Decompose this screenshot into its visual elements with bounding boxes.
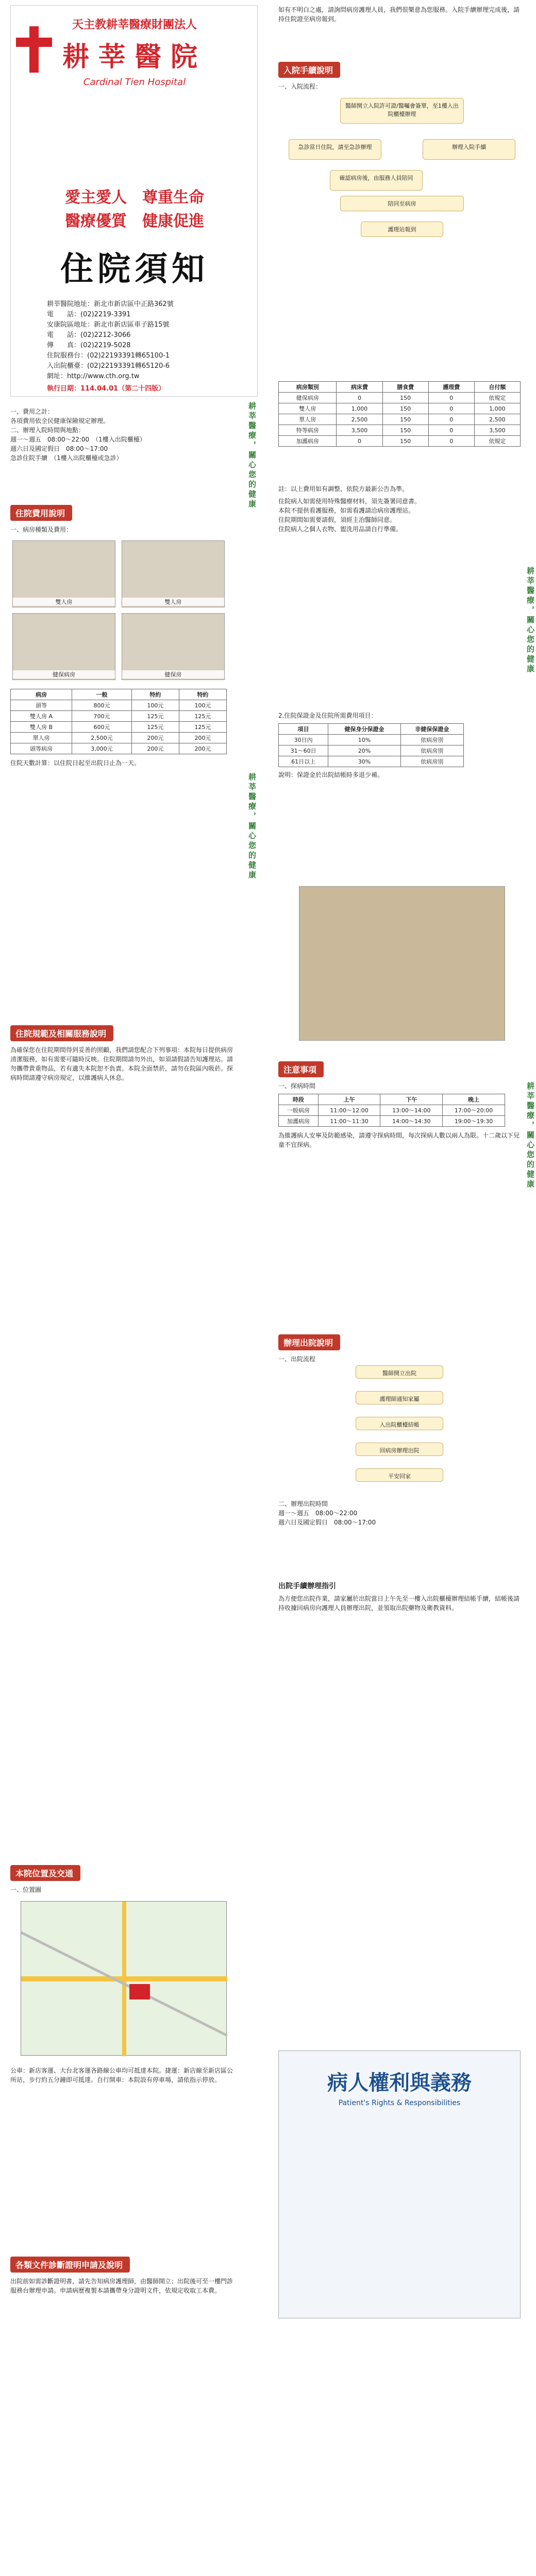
room-photo: 健保病房 bbox=[12, 613, 115, 680]
room-photo: 雙人房 bbox=[122, 540, 225, 607]
table-row: 雙人房 1,000 150 0 1,000 bbox=[279, 403, 521, 414]
visit-text: 為維護病人安寧及防範感染，請遵守探病時間，每次探病人數以兩人為限。十二歲以下兒童不宜探病。 bbox=[278, 1132, 520, 1148]
flow-step: 護理師通知家屬 bbox=[356, 1391, 443, 1404]
table-row: 雙人房 A 700元 125元 125元 bbox=[11, 711, 227, 722]
side-tag: 耕莘醫療，關心您的健康 bbox=[247, 773, 257, 880]
rules-section bbox=[10, 1025, 237, 1082]
service-desk-tel: 住院服務台：(02)22193391轉65100-1 bbox=[47, 352, 170, 360]
hospital-header bbox=[31, 16, 238, 104]
list-item: 本院不提供看護服務，如需看護請洽病房護理站。 bbox=[278, 507, 415, 514]
rights-en-title: Patient's Rights & Responsibilities bbox=[338, 2099, 461, 2107]
deposit-section bbox=[278, 711, 521, 779]
table-row: 頭等 800元 100元 100元 bbox=[11, 700, 227, 711]
table-row: 特等病房 3,500 150 0 3,500 bbox=[279, 425, 521, 436]
section-heading: 注意事項 bbox=[278, 1061, 324, 1077]
hospital-subtitle: 天主教耕莘醫療財團法人 bbox=[72, 19, 197, 31]
flow-step: 回病房辦理出院 bbox=[356, 1443, 443, 1456]
discharge-section bbox=[278, 1334, 521, 1364]
hospital-english-name: Cardinal Tien Hospital bbox=[83, 77, 186, 88]
website[interactable]: 網址：http://www.cth.org.tw bbox=[47, 372, 140, 380]
fax: 傳 真：(02)2219-5028 bbox=[47, 342, 131, 349]
table-header-row: 病房 一般 特約 特約 bbox=[11, 689, 227, 700]
discharge-time: 週六日及國定假日 08:00～17:00 bbox=[278, 1519, 376, 1526]
deposit-table bbox=[278, 723, 464, 767]
table-header-row: 病房類別 病床費 膳食費 護理費 自付額 bbox=[279, 382, 521, 393]
deposit-note: 說明：保證金於出院結帳時多退少補。 bbox=[278, 771, 384, 778]
location-sub: 一、位置圖 bbox=[10, 1886, 42, 1893]
table-row: 31～60日 20% 依病房別 bbox=[279, 745, 464, 756]
location-section bbox=[10, 1865, 237, 1894]
discharge-time-head: 二、辦理出院時間 bbox=[278, 1500, 328, 1507]
room-photo: 健保房 bbox=[122, 613, 225, 680]
list-item: 住院病人之個人衣物、盥洗用品請自行準備。 bbox=[278, 526, 403, 533]
table-note: 註：以上費用如有調整，依院方最新公告為準。 住院病人如需使用特殊醫療材料，須先簽署同意書。 本院不提供看護服務，如需看護請洽病房護理站。 住院期間如需要請假，須經主治醫師同意。 住院病人之個人衣物、盥洗用品請自行準備。 bbox=[278, 484, 521, 534]
list-item: 住院病人如需使用特殊醫療材料，須先簽署同意書。 bbox=[278, 498, 421, 505]
table-row: 加護病房 11:00～11:30 14:00～14:30 19:00～19:30 bbox=[279, 1116, 505, 1127]
transport-section bbox=[10, 2066, 237, 2084]
slogan-2: 醫療優質 健康促進 bbox=[65, 212, 204, 230]
room-photo: 雙人房 bbox=[12, 540, 115, 607]
table-row: 頭等病房 3,000元 200元 200元 bbox=[11, 743, 227, 754]
flow-step: 陪同至病房 bbox=[340, 196, 464, 211]
cover-panel bbox=[10, 5, 258, 397]
table-row: 61日以上 30% 依病房別 bbox=[279, 756, 464, 767]
intro-line: 急診住院手續 （1樓入出院櫃檯或急診） bbox=[10, 454, 123, 462]
section-heading: 住院規範及相關服務說明 bbox=[10, 1025, 113, 1041]
right-column bbox=[278, 0, 536, 2576]
deposit-head: 2.住院保證金及住院所需費用項目： bbox=[278, 712, 377, 719]
discharge-time-section bbox=[278, 1499, 521, 1527]
tel-2: 電 話：(02)2212-3066 bbox=[47, 331, 131, 339]
flow-step: 平安回家 bbox=[356, 1468, 443, 1482]
room-fee-table bbox=[278, 381, 521, 447]
section-heading: 各類文件診斷證明申請及說明 bbox=[10, 2257, 130, 2273]
fee-table bbox=[10, 689, 227, 754]
admission-desk-tel: 入出院櫃臺：(02)22193391轉65120-6 bbox=[47, 362, 170, 370]
flow-step: 醫師開立入院許可證/醫囑會簽單，至1樓入出院櫃檯辦理 bbox=[340, 98, 464, 124]
rules-text: 為確保您在住院期間得到妥善的照顧，我們請您配合下列事項：本院每日提供病房清潔服務，如有需要可隨時反映。住院期間請勿外出，如須請假請告知護理站。請勿攜帶貴重物品，若有遺失本院恕不負責。本院全面禁菸，請勿在院區內吸菸。探病時間請遵守病房規定，以維護病人休息。 bbox=[10, 1046, 233, 1081]
intro-line: 各項費用依全民健康保險規定辦理。 bbox=[10, 417, 110, 425]
admit-sub: 一、入院流程： bbox=[278, 83, 322, 90]
fee-section bbox=[10, 505, 237, 768]
flow-step: 辦理入院手續 bbox=[423, 139, 515, 160]
prep-section bbox=[278, 1582, 521, 1613]
rights-title: 病人權利與義務 bbox=[327, 2071, 472, 2095]
flow-step: 醫師開立出院 bbox=[356, 1365, 443, 1379]
table-row: 單人房 2,500 150 0 2,500 bbox=[279, 414, 521, 425]
intro-line: 二、辦理入院時間與地點： bbox=[10, 427, 85, 434]
table-row: 健保病房 0 150 0 依規定 bbox=[279, 393, 521, 403]
side-tag: 耕莘醫療，關心您的健康 bbox=[526, 567, 535, 674]
discharge-sub: 一、出院流程 bbox=[278, 1355, 316, 1363]
page-title: 住院須知 bbox=[60, 250, 209, 289]
table-row: 單人房 2,500元 200元 200元 bbox=[11, 733, 227, 743]
slogans bbox=[42, 186, 227, 233]
side-tag: 耕莘醫療，關心您的健康 bbox=[526, 1082, 535, 1190]
visit-table bbox=[278, 1094, 505, 1127]
table-header-row: 時段 上午 下午 晚上 bbox=[279, 1094, 505, 1105]
transport-text: 公車：新店客運、大台北客運各路線公車均可抵達本院。捷運：新店線至新店區公所站，步行約五分鐘即可抵達。自行開車：本院設有停車場，請依指示停放。 bbox=[10, 2067, 233, 2083]
print-date: 執行日期：114.04.01（第二十四版） bbox=[47, 385, 165, 393]
side-tag: 耕莘醫療，關心您的健康 bbox=[247, 402, 257, 510]
prep-text: 為方便您出院作業，請家屬於出院當日上午先至一樓入出院櫃檯辦理結帳手續，結帳後請持收據回病房向護理人員辦理出院，並領取出院藥物及衛教資料。 bbox=[278, 1595, 520, 1612]
notice-section bbox=[278, 1061, 521, 1149]
table-header-row: 項目 健保身分保證金 非健保保證金 bbox=[279, 724, 464, 735]
service-text: 出院前如需診斷證明書，請先告知病房護理師，由醫師開立；出院後可至一樓門診服務台辦理申請。申請病歷複製本請攜帶身分證明文件，依規定收取工本費。 bbox=[10, 2278, 233, 2294]
discharge-time: 週一～週五 08:00～22:00 bbox=[278, 1510, 358, 1517]
address: 耕莘醫院地址：新北市新店區中正路362號 bbox=[47, 300, 174, 308]
intro-line: 週一～週五 08:00～22:00 （1樓入出院櫃檯） bbox=[10, 436, 146, 443]
flow-step: 入出院櫃檯結帳 bbox=[356, 1417, 443, 1430]
list-item: 住院期間如需要請假，須經主治醫師同意。 bbox=[278, 516, 396, 523]
flow-step: 確認病房後，由服務人員陪同 bbox=[330, 170, 423, 191]
table-row: 加護病房 0 150 0 依規定 bbox=[279, 436, 521, 447]
section-heading: 入院手續說明 bbox=[278, 62, 340, 78]
visit-head: 一、探病時間 bbox=[278, 1082, 316, 1090]
flow-step: 護理站報到 bbox=[361, 222, 443, 237]
slogan-1: 愛主愛人 尊重生命 bbox=[65, 189, 204, 207]
fee-note: 住院天數計算：以住院日起至出院日止為一天。 bbox=[10, 759, 141, 767]
table-row: 30日內 10% 依病房別 bbox=[279, 735, 464, 745]
service-section bbox=[10, 2257, 237, 2295]
intro-line: 週六日及國定假日 08:00～17:00 bbox=[10, 445, 108, 452]
table-row: 一般病房 11:00～12:00 13:00～14:00 17:00～20:00 bbox=[279, 1105, 505, 1116]
contact-info bbox=[47, 299, 232, 394]
hospital-name: 耕莘醫院 bbox=[62, 42, 207, 73]
address-2: 安康院區地址：新北市新店區車子路15號 bbox=[47, 321, 170, 329]
patient-rights-panel bbox=[278, 2050, 521, 2318]
intro-line: 一、費用之計： bbox=[10, 408, 54, 415]
top-text: 如有不明白之處，請詢問病房護理人員，我們很樂意為您服務。入院手續辦理完成後，請持住院證至病房報到。 bbox=[278, 6, 520, 23]
religious-painting bbox=[299, 886, 505, 1041]
admit-section bbox=[278, 62, 521, 91]
prep-head: 出院手續辦理指引 bbox=[278, 1582, 336, 1590]
tel: 電 話：(02)2219-3391 bbox=[47, 311, 131, 318]
flow-step: 急診當日住院，請至急診辦理 bbox=[289, 139, 381, 160]
room-intro: 一、病房種類及費用： bbox=[10, 526, 73, 533]
section-heading: 本院位置及交通 bbox=[10, 1865, 80, 1881]
map-icon bbox=[21, 1902, 227, 2056]
location-map bbox=[21, 1901, 227, 2056]
intro-section bbox=[10, 407, 237, 463]
table-row: 雙人房 B 600元 125元 125元 bbox=[11, 722, 227, 733]
section-heading: 住院費用說明 bbox=[10, 505, 72, 521]
section-heading: 辦理出院說明 bbox=[278, 1334, 340, 1350]
